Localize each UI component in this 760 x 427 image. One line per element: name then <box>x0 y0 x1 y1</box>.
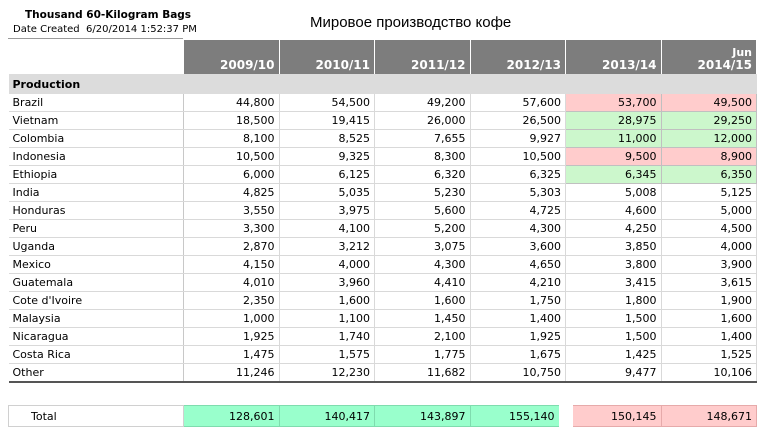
value-cell: 5,230 <box>375 184 471 202</box>
value-cell: 1,800 <box>566 292 662 310</box>
country-name: Malaysia <box>9 310 184 328</box>
value-cell: 5,008 <box>566 184 662 202</box>
value-cell: 18,500 <box>184 112 280 130</box>
value-cell: 1,100 <box>279 310 375 328</box>
value-cell: 4,010 <box>184 274 280 292</box>
value-cell: 1,600 <box>661 310 757 328</box>
column-header-5 <box>661 40 757 74</box>
value-cell: 1,900 <box>661 292 757 310</box>
column-header-label: 2013/14 <box>602 58 657 72</box>
value-cell: 1,450 <box>375 310 471 328</box>
country-name: Nicaragua <box>9 328 184 346</box>
total-value: 150,145 <box>566 406 662 427</box>
value-cell: 4,000 <box>661 238 757 256</box>
column-header-label: 2014/15 <box>697 58 752 72</box>
value-cell: 10,750 <box>470 364 566 383</box>
value-cell: 10,500 <box>470 148 566 166</box>
value-cell: 4,150 <box>184 256 280 274</box>
value-cell: 1,525 <box>661 346 757 364</box>
value-cell: 3,600 <box>470 238 566 256</box>
table-row <box>9 112 757 130</box>
value-cell: 1,775 <box>375 346 471 364</box>
value-cell: 8,525 <box>279 130 375 148</box>
value-cell: 10,106 <box>661 364 757 383</box>
country-name: Uganda <box>9 238 184 256</box>
value-cell: 3,075 <box>375 238 471 256</box>
value-cell: 11,682 <box>375 364 471 383</box>
table-row <box>9 166 757 184</box>
table-row <box>9 130 757 148</box>
column-header-1 <box>279 40 375 74</box>
country-name: Guatemala <box>9 274 184 292</box>
total-value: 155,140 <box>470 406 566 427</box>
country-name: Cote d'Ivoire <box>9 292 184 310</box>
table-row <box>9 94 757 112</box>
table-row <box>9 202 757 220</box>
table-row <box>9 328 757 346</box>
country-name: Colombia <box>9 130 184 148</box>
country-name: Costa Rica <box>9 346 184 364</box>
value-cell: 49,200 <box>375 94 471 112</box>
value-cell: 12,000 <box>661 130 757 148</box>
page-title: Мировое производство кофе <box>310 14 512 31</box>
spacer-row <box>9 382 757 406</box>
column-header-2 <box>375 40 471 74</box>
total-value: 148,671 <box>661 406 757 427</box>
date-label: Date Created <box>13 24 80 35</box>
value-cell: 6,325 <box>470 166 566 184</box>
coffee-production-table <box>8 40 757 427</box>
country-name: India <box>9 184 184 202</box>
value-cell: 3,615 <box>661 274 757 292</box>
column-header-label: 2009/10 <box>220 58 275 72</box>
value-cell: 53,700 <box>566 94 662 112</box>
country-name: Peru <box>9 220 184 238</box>
table-row <box>9 256 757 274</box>
value-cell: 4,000 <box>279 256 375 274</box>
value-cell: 7,655 <box>375 130 471 148</box>
total-value: 143,897 <box>375 406 471 427</box>
value-cell: 28,975 <box>566 112 662 130</box>
table-row <box>9 238 757 256</box>
value-cell: 54,500 <box>279 94 375 112</box>
value-cell: 4,300 <box>375 256 471 274</box>
section-row <box>9 74 757 94</box>
value-cell: 1,925 <box>470 328 566 346</box>
table-row <box>9 292 757 310</box>
country-name: Vietnam <box>9 112 184 130</box>
value-cell: 12,230 <box>279 364 375 383</box>
column-header-sup: Jun <box>732 46 752 59</box>
value-cell: 3,800 <box>566 256 662 274</box>
value-cell: 6,000 <box>184 166 280 184</box>
value-cell: 8,300 <box>375 148 471 166</box>
value-cell: 49,500 <box>661 94 757 112</box>
value-cell: 4,410 <box>375 274 471 292</box>
value-cell: 4,825 <box>184 184 280 202</box>
value-cell: 1,675 <box>470 346 566 364</box>
total-label: Total <box>9 406 184 427</box>
units-label: Thousand 60-Kilogram Bags <box>25 9 192 21</box>
value-cell: 1,925 <box>184 328 280 346</box>
column-header-label: 2010/11 <box>315 58 370 72</box>
table-row <box>9 364 757 383</box>
total-row <box>9 406 757 427</box>
date-created <box>13 24 197 35</box>
value-cell: 6,320 <box>375 166 471 184</box>
table-row <box>9 148 757 166</box>
value-cell: 5,303 <box>470 184 566 202</box>
value-cell: 9,325 <box>279 148 375 166</box>
table-row <box>9 346 757 364</box>
value-cell: 1,400 <box>470 310 566 328</box>
value-cell: 3,900 <box>661 256 757 274</box>
value-cell: 2,100 <box>375 328 471 346</box>
value-cell: 29,250 <box>661 112 757 130</box>
value-cell: 1,575 <box>279 346 375 364</box>
column-header-label: 2012/13 <box>506 58 561 72</box>
total-value: 128,601 <box>184 406 280 427</box>
table-row <box>9 310 757 328</box>
value-cell: 5,600 <box>375 202 471 220</box>
value-cell: 4,650 <box>470 256 566 274</box>
value-cell: 3,550 <box>184 202 280 220</box>
value-cell: 1,500 <box>566 310 662 328</box>
value-cell: 1,500 <box>566 328 662 346</box>
spacer-cell <box>9 382 757 406</box>
value-cell: 4,250 <box>566 220 662 238</box>
value-cell: 57,600 <box>470 94 566 112</box>
value-cell: 4,300 <box>470 220 566 238</box>
table-row <box>9 184 757 202</box>
header-corner <box>9 40 184 74</box>
value-cell: 44,800 <box>184 94 280 112</box>
value-cell: 3,212 <box>279 238 375 256</box>
value-cell: 4,210 <box>470 274 566 292</box>
value-cell: 1,600 <box>279 292 375 310</box>
column-header-4 <box>566 40 662 74</box>
value-cell: 10,500 <box>184 148 280 166</box>
value-cell: 5,125 <box>661 184 757 202</box>
section-label: Production <box>9 74 757 94</box>
country-name: Indonesia <box>9 148 184 166</box>
value-cell: 2,870 <box>184 238 280 256</box>
value-cell: 3,300 <box>184 220 280 238</box>
value-cell: 5,000 <box>661 202 757 220</box>
value-cell: 3,850 <box>566 238 662 256</box>
header-divider <box>8 38 183 39</box>
value-cell: 8,900 <box>661 148 757 166</box>
value-cell: 6,345 <box>566 166 662 184</box>
value-cell: 1,400 <box>661 328 757 346</box>
value-cell: 6,125 <box>279 166 375 184</box>
value-cell: 6,350 <box>661 166 757 184</box>
column-header-label: 2011/12 <box>411 58 466 72</box>
value-cell: 1,475 <box>184 346 280 364</box>
value-cell: 5,035 <box>279 184 375 202</box>
value-cell: 1,750 <box>470 292 566 310</box>
value-cell: 9,477 <box>566 364 662 383</box>
value-cell: 8,100 <box>184 130 280 148</box>
country-name: Ethiopia <box>9 166 184 184</box>
value-cell: 3,960 <box>279 274 375 292</box>
country-name: Other <box>9 364 184 383</box>
value-cell: 4,100 <box>279 220 375 238</box>
column-header-0 <box>184 40 280 74</box>
value-cell: 4,500 <box>661 220 757 238</box>
value-cell: 1,740 <box>279 328 375 346</box>
header-row <box>9 40 757 74</box>
value-cell: 3,415 <box>566 274 662 292</box>
value-cell: 19,415 <box>279 112 375 130</box>
value-cell: 1,600 <box>375 292 471 310</box>
column-header-3 <box>470 40 566 74</box>
table-row <box>9 274 757 292</box>
value-cell: 11,246 <box>184 364 280 383</box>
value-cell: 9,927 <box>470 130 566 148</box>
value-cell: 1,000 <box>184 310 280 328</box>
value-cell: 26,000 <box>375 112 471 130</box>
value-cell: 3,975 <box>279 202 375 220</box>
country-name: Brazil <box>9 94 184 112</box>
value-cell: 4,725 <box>470 202 566 220</box>
value-cell: 11,000 <box>566 130 662 148</box>
value-cell: 9,500 <box>566 148 662 166</box>
value-cell: 5,200 <box>375 220 471 238</box>
country-name: Honduras <box>9 202 184 220</box>
country-name: Mexico <box>9 256 184 274</box>
total-value: 140,417 <box>279 406 375 427</box>
value-cell: 2,350 <box>184 292 280 310</box>
value-cell: 26,500 <box>470 112 566 130</box>
value-cell: 1,425 <box>566 346 662 364</box>
value-cell: 4,600 <box>566 202 662 220</box>
date-value: 6/20/2014 1:52:37 PM <box>86 24 197 35</box>
table-row <box>9 220 757 238</box>
